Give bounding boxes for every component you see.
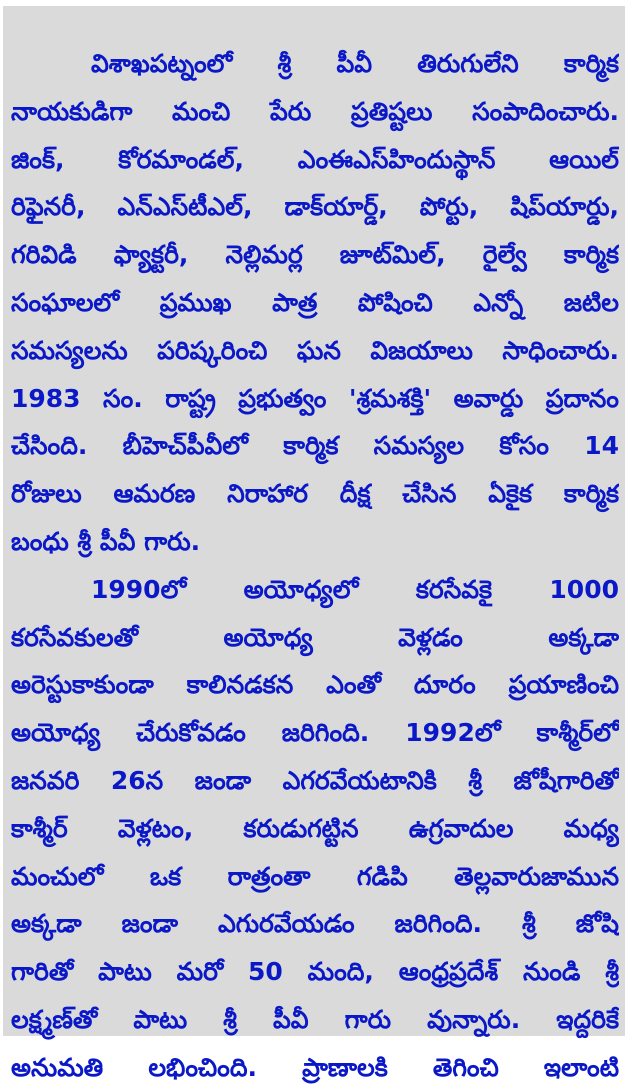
paragraph-2-line-10: లక్ష్మణ్‌తో పాటు శ్రీ పీవీ గారు వున్నారు. ఇద్దరికే [11, 1004, 619, 1034]
paragraph-1-line-7: సమస్యలను పరిష్కరించి ఘన విజయాలు సాధించారు. [11, 335, 619, 365]
paragraph-1-line-2: నాయకుడిగా మంచి పేరు ప్రతిష్టలు సంపాదించారు. [11, 96, 619, 126]
paragraph-2-line-4: అయోధ్య చేరుకోవడం జరిగింది. 1992లో కాశ్మీర్‌లో [11, 718, 619, 748]
paragraph-2-line-3: అరెస్టుకాకుండా కాలినడకన ఎంతో దూరం ప్రయాణించి [11, 670, 619, 700]
paragraph-1-line-1: విశాఖపట్నంలో శ్రీ పీవీ తిరుగులేని కార్మిక [91, 49, 619, 78]
paragraph-2-line-7: మంచులో ఒక రాత్రంతా గడిపి తెల్లవారుజామున [11, 861, 619, 891]
paragraph-1-line-10: రోజులు ఆమరణ నిరాహార దీక్ష చేసిన ఏకైక కార్మిక [11, 479, 619, 509]
paragraph-1-line-4: రిఫైనరీ, ఎన్ఎస్‌టీఎల్, డాక్‌యార్డ్, పోర్టు, షిప్‌యార్డు, [11, 192, 619, 222]
paragraph-1-line-9: చేసింది. బీహెచ్‌పీవీలో కార్మిక సమస్యల కోసం 14 [11, 431, 619, 461]
paragraph-1-line-3: జింక్, కోరమాండల్, ఎంఈఎస్‌హిందుస్థాన్ ఆయిల్ [11, 144, 619, 174]
paragraph-1-line-11: బంధు శ్రీ పీవీ గారు. [11, 526, 201, 556]
document-body [11, 40, 619, 1092]
paragraph-1-line-5: గరివిడి ఫ్యాక్టరీ, నెల్లిమర్ల జూట్‌మిల్, రైల్వే కార్మిక [11, 240, 619, 270]
paragraph-2-line-11: అనుమతి లభించింది. ప్రాణాలకి తెగించి ఇలాంటి [11, 1052, 619, 1082]
paragraph-2-line-6: కాశ్మీర్ వెళ్లటం, కరుడుగట్టిన ఉగ్రవాదుల మధ్య [11, 813, 619, 843]
paragraph-2-line-8: అక్కడా జండా ఎగురవేయడం జరిగింది. శ్రీ జోషి [11, 909, 619, 939]
paragraph-2-line-2: కరసేవకులతో అయోధ్య వెళ్లడం అక్కడా [11, 622, 619, 652]
paragraph-2-line-9: గారితో పాటు మరో 50 మంది, ఆంధ్రప్రదేశ్ నుండి శ్రీ [11, 957, 619, 987]
paragraph-2-line-1: 1990లో అయోధ్యలో కరసేవకై 1000 [91, 574, 619, 604]
paragraph-2-line-5: జనవరి 26న జండా ఎగరవేయటానికి శ్రీ జోషీగారితో [11, 765, 619, 795]
text-panel [3, 6, 625, 1082]
paragraph-1-line-8: 1983 సం. రాష్ట్ర ప్రభుత్వం 'శ్రమశక్తి' అవార్డు ప్రదానం [11, 383, 619, 413]
paragraph-1-line-6: సంఘాలలో ప్రముఖ పాత్ర పోషించి ఎన్నో జటిల [11, 287, 619, 317]
